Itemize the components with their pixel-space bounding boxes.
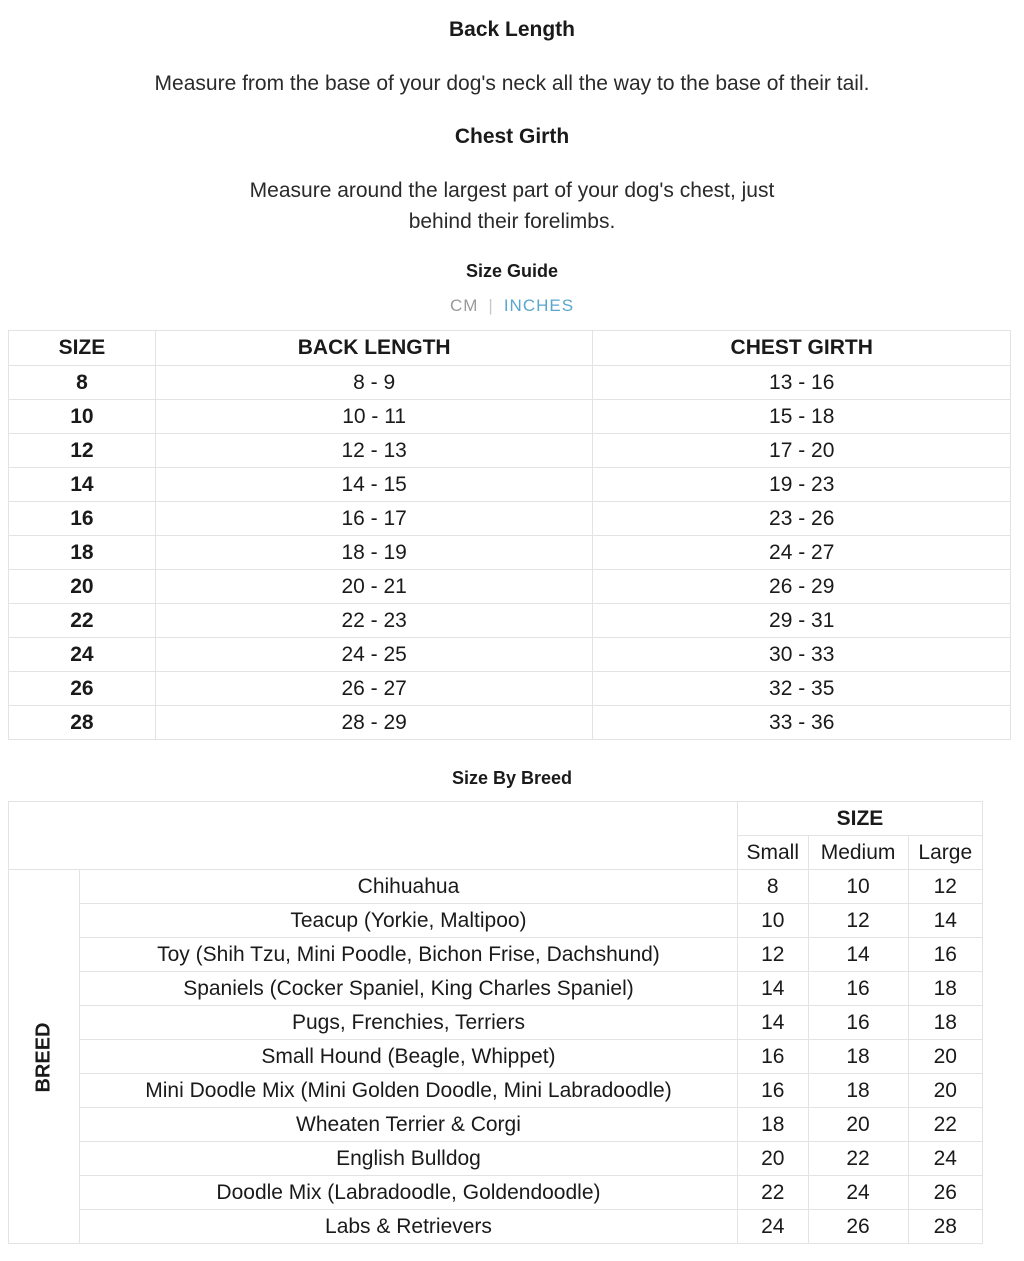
breed-side-label-cell (9, 870, 80, 1244)
large-size-cell: 22 (908, 1108, 982, 1142)
size-cell: 14 (9, 468, 156, 502)
header-size: SIZE (9, 331, 156, 366)
table-row (9, 604, 1011, 638)
medium-size-cell: 20 (808, 1108, 908, 1142)
medium-size-cell: 18 (808, 1074, 908, 1108)
small-size-cell: 18 (737, 1108, 808, 1142)
table-row (9, 1006, 983, 1040)
size-cell: 16 (9, 502, 156, 536)
chest-girth-cell: 19 - 23 (593, 468, 1011, 502)
chest-girth-cell: 23 - 26 (593, 502, 1011, 536)
table-row (9, 638, 1011, 672)
size-by-breed-table (8, 801, 983, 1244)
size-guide-title: Size Guide (465, 261, 559, 281)
header-back-length: BACK LENGTH (155, 331, 593, 366)
back-length-title: Back Length (448, 18, 576, 41)
unit-separator: | (488, 296, 494, 315)
back-length-cell: 10 - 11 (155, 400, 593, 434)
large-size-cell: 28 (908, 1210, 982, 1244)
chest-girth-cell: 15 - 18 (593, 400, 1011, 434)
table-row (9, 672, 1011, 706)
large-size-cell: 12 (908, 870, 982, 904)
table-row (9, 706, 1011, 740)
chest-girth-cell: 33 - 36 (593, 706, 1011, 740)
breed-name-cell: Wheaten Terrier & Corgi (80, 1108, 738, 1142)
back-length-cell: 28 - 29 (155, 706, 593, 740)
breed-name-cell: Mini Doodle Mix (Mini Golden Doodle, Mini Labradoodle) (80, 1074, 738, 1108)
table-row (9, 434, 1011, 468)
large-size-cell: 14 (908, 904, 982, 938)
size-cell: 12 (9, 434, 156, 468)
subheader-large: Large (908, 836, 982, 870)
chest-girth-description (0, 175, 1024, 237)
back-length-cell: 16 - 17 (155, 502, 593, 536)
table-row (9, 570, 1011, 604)
small-size-cell: 14 (737, 1006, 808, 1040)
back-length-cell: 20 - 21 (155, 570, 593, 604)
size-cell: 26 (9, 672, 156, 706)
breed-side-label: BREED (32, 1021, 55, 1093)
small-size-cell: 20 (737, 1142, 808, 1176)
size-cell: 22 (9, 604, 156, 638)
breed-name-cell: Teacup (Yorkie, Maltipoo) (80, 904, 738, 938)
small-size-cell: 12 (737, 938, 808, 972)
small-size-cell: 10 (737, 904, 808, 938)
large-size-cell: 20 (908, 1040, 982, 1074)
large-size-cell: 18 (908, 972, 982, 1006)
small-size-cell: 8 (737, 870, 808, 904)
large-size-cell: 18 (908, 1006, 982, 1040)
medium-size-cell: 16 (808, 1006, 908, 1040)
back-length-cell: 24 - 25 (155, 638, 593, 672)
large-size-cell: 20 (908, 1074, 982, 1108)
medium-size-cell: 12 (808, 904, 908, 938)
subheader-small: Small (737, 836, 808, 870)
table-row (9, 938, 983, 972)
small-size-cell: 24 (737, 1210, 808, 1244)
medium-size-cell: 26 (808, 1210, 908, 1244)
chest-girth-cell: 30 - 33 (593, 638, 1011, 672)
unit-cm-button[interactable]: CM (449, 296, 479, 315)
chest-girth-description-line1: Measure around the largest part of your dog's chest, just (249, 179, 775, 202)
table-row (9, 1108, 983, 1142)
chest-girth-cell: 26 - 29 (593, 570, 1011, 604)
size-cell: 10 (9, 400, 156, 434)
unit-toggle (0, 296, 1024, 316)
medium-size-cell: 16 (808, 972, 908, 1006)
table-row (9, 536, 1011, 570)
breed-name-cell: Doodle Mix (Labradoodle, Goldendoodle) (80, 1176, 738, 1210)
chest-girth-cell: 24 - 27 (593, 536, 1011, 570)
breed-name-cell: Small Hound (Beagle, Whippet) (80, 1040, 738, 1074)
table-row (9, 1074, 983, 1108)
medium-size-cell: 18 (808, 1040, 908, 1074)
table-row (9, 502, 1011, 536)
table-row (9, 972, 983, 1006)
large-size-cell: 26 (908, 1176, 982, 1210)
small-size-cell: 16 (737, 1074, 808, 1108)
size-cell: 28 (9, 706, 156, 740)
table-row (9, 1176, 983, 1210)
table-row (9, 366, 1011, 400)
chest-girth-description-line2: behind their forelimbs. (408, 210, 616, 233)
size-cell: 18 (9, 536, 156, 570)
size-guide-table (8, 330, 1011, 740)
back-length-description: Measure from the base of your dog's neck all the way to the base of their tail. (154, 72, 870, 95)
subheader-medium: Medium (808, 836, 908, 870)
small-size-cell: 22 (737, 1176, 808, 1210)
size-guide-header-row (9, 331, 1011, 366)
table-row (9, 468, 1011, 502)
header-chest-girth: CHEST GIRTH (593, 331, 1011, 366)
large-size-cell: 24 (908, 1142, 982, 1176)
back-length-cell: 18 - 19 (155, 536, 593, 570)
breed-name-cell: Labs & Retrievers (80, 1210, 738, 1244)
size-by-breed-title: Size By Breed (451, 768, 573, 788)
back-length-cell: 26 - 27 (155, 672, 593, 706)
medium-size-cell: 14 (808, 938, 908, 972)
back-length-cell: 8 - 9 (155, 366, 593, 400)
breed-size-header: SIZE (737, 802, 982, 836)
large-size-cell: 16 (908, 938, 982, 972)
unit-inches-button[interactable]: INCHES (503, 296, 575, 315)
chest-girth-cell: 32 - 35 (593, 672, 1011, 706)
medium-size-cell: 10 (808, 870, 908, 904)
chest-girth-cell: 29 - 31 (593, 604, 1011, 638)
table-row (9, 400, 1011, 434)
table-row (9, 870, 983, 904)
medium-size-cell: 24 (808, 1176, 908, 1210)
breed-name-cell: English Bulldog (80, 1142, 738, 1176)
breed-name-cell: Spaniels (Cocker Spaniel, King Charles Spaniel) (80, 972, 738, 1006)
chest-girth-title: Chest Girth (454, 125, 570, 148)
breed-name-cell: Toy (Shih Tzu, Mini Poodle, Bichon Frise, Dachshund) (80, 938, 738, 972)
breed-name-cell: Chihuahua (80, 870, 738, 904)
breed-name-cell: Pugs, Frenchies, Terriers (80, 1006, 738, 1040)
table-row (9, 1040, 983, 1074)
chest-girth-cell: 13 - 16 (593, 366, 1011, 400)
chest-girth-cell: 17 - 20 (593, 434, 1011, 468)
back-length-cell: 12 - 13 (155, 434, 593, 468)
breed-table-corner (9, 802, 738, 870)
table-row (9, 904, 983, 938)
size-cell: 24 (9, 638, 156, 672)
small-size-cell: 16 (737, 1040, 808, 1074)
size-cell: 20 (9, 570, 156, 604)
table-row (9, 1210, 983, 1244)
back-length-cell: 22 - 23 (155, 604, 593, 638)
medium-size-cell: 22 (808, 1142, 908, 1176)
small-size-cell: 14 (737, 972, 808, 1006)
back-length-cell: 14 - 15 (155, 468, 593, 502)
table-row (9, 1142, 983, 1176)
size-cell: 8 (9, 366, 156, 400)
